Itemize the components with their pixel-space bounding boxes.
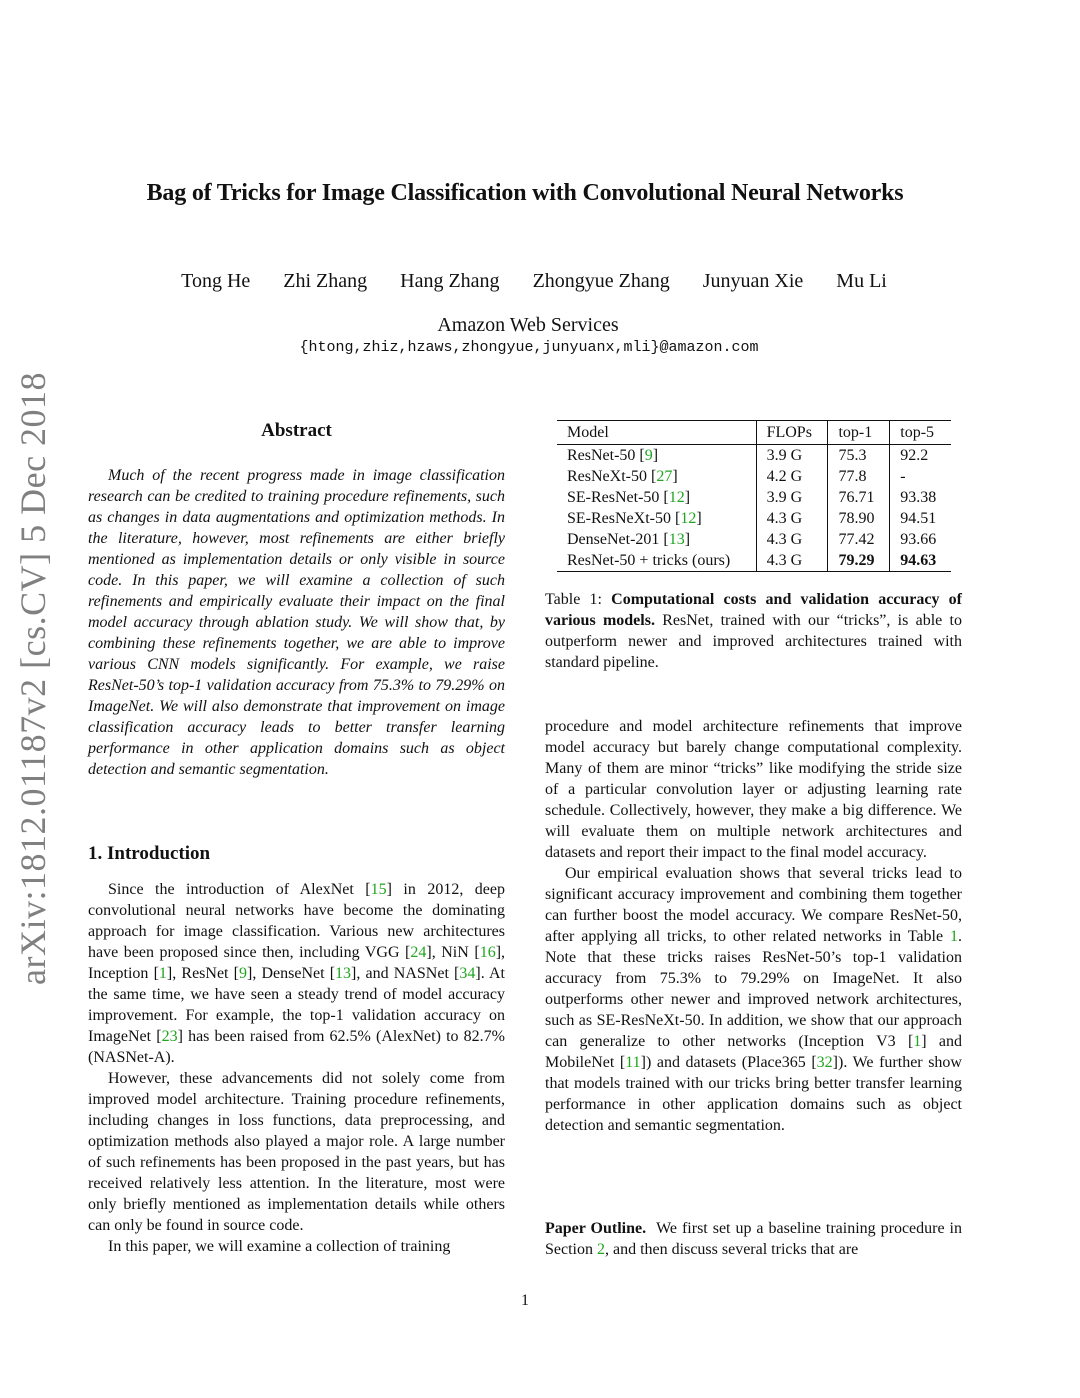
table-cell: 93.66 — [890, 529, 951, 550]
author: Zhi Zhang — [283, 270, 368, 292]
intro-paragraph-2: However, these advancements did not solely come from improved model architecture. Training procedure refinements, including changes in loss functions, data preprocessing, and optimization methods also played a major role. A large number of such refinements has been proposed in the past years, but has received relatively less attention. In the literature, most were only briefly mentioned as implementation details while others can only be found in source code. — [88, 1070, 505, 1234]
table-row — [557, 550, 951, 572]
table-cell-model: DenseNet-201 [13] — [567, 531, 691, 548]
table-cell: 94.63 — [890, 550, 951, 572]
table-cell: 78.90 — [828, 508, 890, 529]
table-cell-model: ResNet-50 [9] — [567, 447, 659, 464]
abstract-heading: Abstract — [261, 420, 332, 441]
author-list — [0, 270, 1068, 293]
citation-link[interactable]: 11 — [625, 1054, 641, 1071]
table-cell: 4.3 G — [756, 508, 828, 529]
paper-title: Bag of Tricks for Image Classification with Convolutional Neural Networks — [146, 180, 904, 206]
table-cell: 4.3 G — [756, 550, 828, 572]
table-cell-model: ResNet-50 + tricks (ours) — [557, 550, 756, 572]
table-cell: 3.9 G — [756, 487, 828, 508]
author: Zhongyue Zhang — [532, 270, 670, 292]
citation-link[interactable]: 12 — [680, 510, 697, 527]
citation-link[interactable]: 15 — [370, 881, 387, 898]
author: Hang Zhang — [400, 270, 500, 292]
caption-text: ResNet, trained with our “tricks”, is able to outperform newer and improved architectures trained with standard pipeline. — [545, 612, 963, 671]
citation-link[interactable]: 16 — [479, 944, 496, 961]
abstract-text: Much of the recent progress made in image classification research can be credited to training procedure refinements, such as changes in data augmentations and optimization methods. In the literature, however, most refinements are either briefly mentioned as implementation details or only visible in source code. In this paper, we will examine a collection of such refinements and empirically evaluate their impact on the final model accuracy through ablation study. We will show that, by combining these refinements together, we are able to improve various CNN models significantly. For example, we raise ResNet-50’s top-1 validation accuracy from 75.3% to 79.29% on ImageNet. We will also demonstrate that improvement on image classification accuracy leads to better transfer learning performance in other application domains such as object detection and semantic segmentation. — [88, 467, 505, 778]
left-column-body — [88, 879, 505, 1257]
table-cell: 93.38 — [890, 487, 951, 508]
outline-label: Paper Outline. — [545, 1220, 647, 1237]
citation-link[interactable]: 9 — [238, 965, 247, 982]
author: Mu Li — [836, 270, 887, 292]
citation-link[interactable]: 24 — [410, 944, 427, 961]
right-column-body — [545, 716, 962, 1136]
table-header-cell: FLOPs — [756, 421, 828, 445]
table-cell: 77.8 — [828, 466, 890, 487]
table-cell: 4.2 G — [756, 466, 828, 487]
table-header-cell: top-1 — [828, 421, 890, 445]
table-row — [557, 508, 951, 529]
section-ref-link[interactable]: 2 — [597, 1241, 605, 1258]
author: Tong He — [181, 270, 251, 292]
citation-link[interactable]: 9 — [644, 447, 653, 464]
citation-link[interactable]: 27 — [656, 468, 673, 485]
paper-outline-paragraph: Paper Outline. We first set up a baseline training procedure in Section 2, and then discuss several tricks that are — [545, 1220, 963, 1258]
table-header-row — [557, 421, 951, 445]
author: Junyuan Xie — [702, 270, 804, 292]
table-1 — [557, 420, 951, 572]
citation-link[interactable]: 1 — [158, 965, 167, 982]
citation-link[interactable]: 23 — [161, 1028, 178, 1045]
table-cell: 3.9 G — [756, 445, 828, 467]
intro-paragraph-1: Since the introduction of AlexNet [15] in 2012, deep convolutional neural networks have become the dominating approach for image classification. Various new architectures have been proposed since then, including VGG [24], NiN [16], Inception [1], ResNet [9], DenseNet [13], and NASNet [34]. At the same time, we have seen a steady trend of model accuracy improvement. For example, the top-1 validation accuracy on ImageNet [23] has been raised from 62.5% (AlexNet) to 82.7% (NASNet-A). — [88, 881, 506, 1066]
table-row — [557, 487, 951, 508]
table-cell: 79.29 — [828, 550, 890, 572]
table-cell-model: ResNeXt-50 [27] — [567, 468, 678, 485]
caption-label: Table 1: — [545, 591, 602, 608]
citation-link[interactable]: 32 — [816, 1054, 833, 1071]
section-heading-introduction: 1. Introduction — [88, 843, 211, 864]
table-row — [557, 466, 951, 487]
citation-link[interactable]: 13 — [668, 531, 685, 548]
affiliation: Amazon Web Services — [437, 314, 619, 336]
intro-paragraph-3: In this paper, we will examine a collection of training — [108, 1238, 451, 1255]
intro-paragraph-continued: procedure and model architecture refinements that improve model accuracy but barely change computational complexity. Many of them are minor “tricks” like modifying the stride size of a particular convolution layer or adjusting learning rate schedule. Collectively, however, they make a big difference. We will evaluate them on multiple network architectures and datasets and report their impact to the final model accuracy. — [545, 718, 962, 861]
citation-link[interactable]: 34 — [459, 965, 476, 982]
page-number: 1 — [521, 1292, 529, 1309]
citation-link[interactable]: 13 — [335, 965, 352, 982]
table-cell: 77.42 — [828, 529, 890, 550]
table-caption — [545, 589, 962, 673]
caption-bold: Computational costs and validation accuracy of various models. — [545, 591, 963, 629]
table-ref-link[interactable]: 1 — [950, 928, 958, 945]
citation-link[interactable]: 12 — [668, 489, 685, 506]
table-cell: - — [890, 466, 951, 487]
table-cell-model: SE-ResNet-50 [12] — [567, 489, 691, 506]
citation-link[interactable]: 1 — [913, 1033, 922, 1050]
intro-paragraph-4: Our empirical evaluation shows that several tricks lead to significant accuracy improvement and combining them together can further boost the model accuracy. We compare ResNet-50, after applying all tricks, to other related networks in Table 1. Note that these tricks raises ResNet-50’s top-1 validation accuracy from 75.3% to 79.29% on ImageNet. It also outperforms other newer and improved network architectures, such as SE-ResNeXt-50. In addition, we show that our approach can generalize to other networks (Inception V3 [1] and MobileNet [11]) and datasets (Place365 [32]). We further show that models trained with our tricks bring better transfer learning performance in other application domains such as object detection and semantic segmentation. — [545, 865, 962, 1134]
table-cell: 76.71 — [828, 487, 890, 508]
table-cell: 92.2 — [890, 445, 951, 467]
author-emails: {htong,zhiz,hzaws,zhongyue,junyuanx,mli}@amazon.com — [299, 339, 759, 356]
arxiv-sidebar-id: arXiv:1812.01187v2 [cs.CV] 5 Dec 2018 — [13, 371, 53, 985]
table-cell: 4.3 G — [756, 529, 828, 550]
table-header-cell: Model — [557, 421, 756, 445]
table-row — [557, 445, 951, 467]
table-header-cell: top-5 — [890, 421, 951, 445]
table-row — [557, 529, 951, 550]
table-cell-model: SE-ResNeXt-50 [12] — [567, 510, 702, 527]
table-cell: 75.3 — [828, 445, 890, 467]
table-cell: 94.51 — [890, 508, 951, 529]
